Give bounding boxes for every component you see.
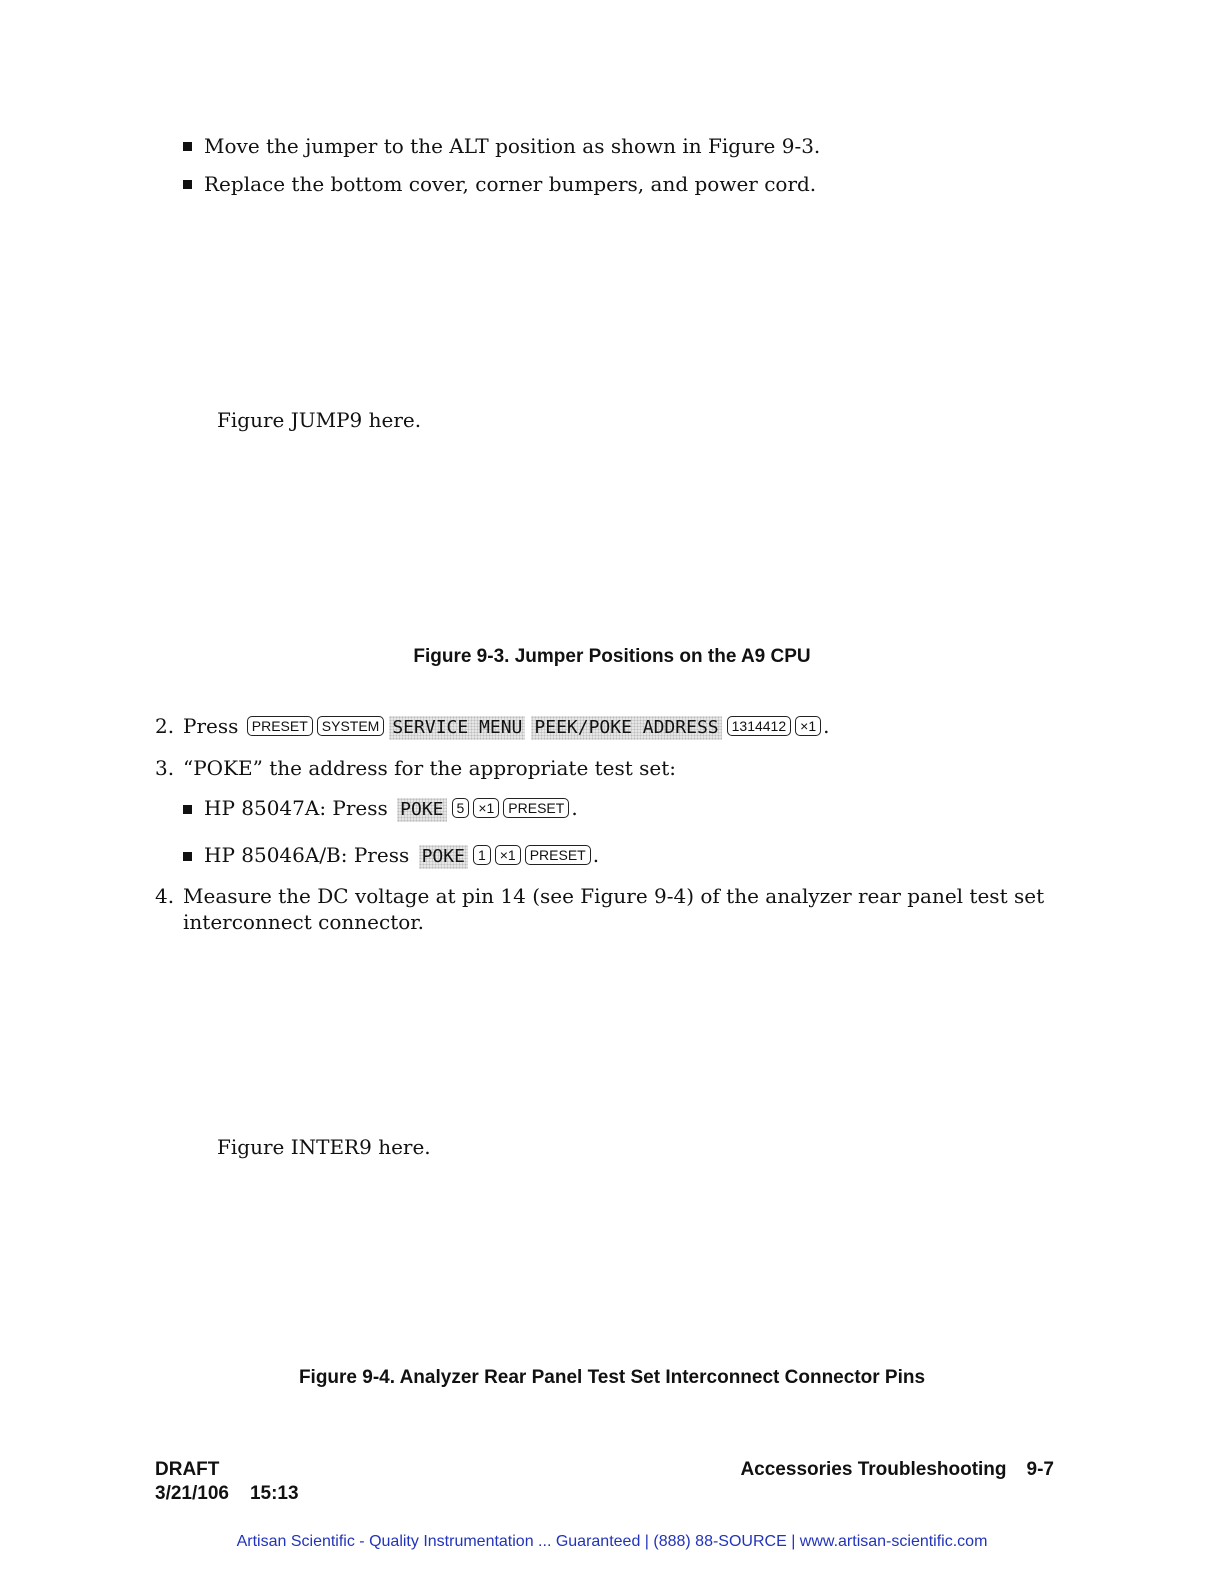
peek-poke-address-softkey: PEEK/POKE ADDRESS — [531, 716, 721, 740]
list-item — [183, 795, 578, 822]
item-end: . — [571, 796, 578, 820]
footer-date: 3/21/106 — [155, 1483, 229, 1504]
figure-caption: Figure 9-3. Jumper Positions on the A9 CPU — [413, 646, 811, 667]
bullet-marker — [183, 805, 192, 814]
preset-key: PRESET — [503, 798, 569, 818]
step-2 — [155, 713, 829, 740]
x1-key: ×1 — [495, 845, 521, 865]
step-text-line1: Measure the DC voltage at pin 14 (see Figure 9-4) of the analyzer rear panel test set — [183, 884, 1045, 908]
footer-page-number: 9-7 — [1026, 1459, 1054, 1480]
x1-key: ×1 — [473, 798, 499, 818]
bullet-item — [183, 172, 816, 196]
bullet-marker — [183, 180, 192, 189]
address-entry-key: 1314412 — [727, 716, 792, 736]
footer-section — [740, 1459, 1054, 1481]
figure-placeholder: Figure JUMP9 here. — [217, 408, 422, 432]
footer-draft: DRAFT — [155, 1459, 220, 1480]
bullet-item — [183, 134, 820, 158]
bullet-text: Replace the bottom cover, corner bumpers, and power cord. — [204, 172, 817, 196]
value-key: 1 — [473, 845, 491, 865]
system-key: SYSTEM — [317, 716, 385, 736]
footer-section-title: Accessories Troubleshooting — [740, 1459, 1007, 1480]
item-label: HP 85047A: Press — [204, 796, 388, 820]
step-end: . — [823, 714, 830, 738]
step-4-continuation: interconnect connector. — [183, 910, 424, 934]
figure-placeholder: Figure INTER9 here. — [217, 1135, 431, 1159]
x1-key: ×1 — [795, 716, 821, 736]
bullet-marker — [183, 142, 192, 151]
step-number: 2. — [155, 714, 175, 738]
bullet-text: Move the jumper to the ALT position as shown in Figure 9-3. — [204, 134, 821, 158]
item-end: . — [592, 843, 600, 867]
source-banner-link[interactable]: Artisan Scientific - Quality Instrumentation ... Guaranteed | (888) 88-SOURCE | www.artisan-scientific.com — [236, 1533, 988, 1550]
step-3 — [155, 756, 676, 780]
step-number: 3. — [155, 756, 175, 780]
preset-key: PRESET — [247, 716, 313, 736]
value-key: 5 — [452, 798, 470, 818]
poke-softkey: POKE — [419, 845, 468, 869]
service-menu-softkey: SERVICE MENU — [389, 716, 525, 740]
bullet-marker — [183, 852, 192, 861]
step-press-text: Press — [183, 714, 239, 738]
footer-datetime — [155, 1483, 299, 1505]
poke-softkey: POKE — [397, 798, 446, 822]
step-number: 4. — [155, 884, 175, 908]
preset-key: PRESET — [525, 845, 591, 865]
step-4 — [155, 884, 1044, 908]
figure-caption: Figure 9-4. Analyzer Rear Panel Test Set Interconnect Connector Pins — [298, 1367, 926, 1388]
item-label: HP 85046A/B: Press — [204, 843, 410, 867]
footer-time: 15:13 — [249, 1483, 299, 1504]
list-item — [183, 842, 599, 869]
step-text: “POKE” the address for the appropriate test set: — [183, 756, 677, 780]
